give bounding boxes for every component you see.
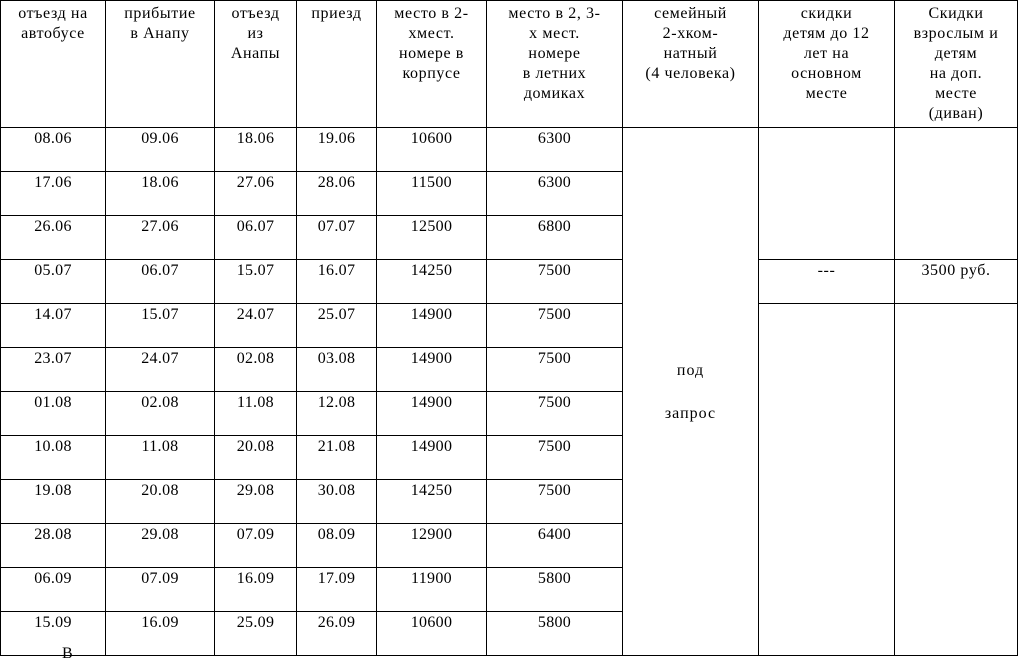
cell-arrival-anapa: 20.08 [106, 480, 215, 524]
cell-arrival-anapa: 06.07 [106, 260, 215, 304]
cell-extra-place-discount-empty [895, 128, 1018, 260]
table-row [1, 260, 1018, 304]
cell-price-summer-house: 6400 [487, 524, 623, 568]
cell-return: 17.09 [297, 568, 377, 612]
cell-departure-anapa: 07.09 [215, 524, 297, 568]
cell-price-building: 14900 [377, 436, 487, 480]
cell-return: 19.06 [297, 128, 377, 172]
cell-return: 30.08 [297, 480, 377, 524]
header-family-room: семейный 2-хком- натный (4 человека) [623, 1, 759, 128]
cell-price-summer-house: 7500 [487, 348, 623, 392]
table-row [1, 128, 1018, 172]
cell-return: 07.07 [297, 216, 377, 260]
cell-return: 12.08 [297, 392, 377, 436]
cell-price-summer-house: 5800 [487, 612, 623, 656]
cell-price-summer-house: 6800 [487, 216, 623, 260]
cell-return: 08.09 [297, 524, 377, 568]
cell-arrival-anapa: 27.06 [106, 216, 215, 260]
cell-price-building: 14250 [377, 260, 487, 304]
cell-price-building: 12500 [377, 216, 487, 260]
footer-text-fragment: В [62, 645, 73, 662]
cell-price-summer-house: 7500 [487, 260, 623, 304]
cell-return: 28.06 [297, 172, 377, 216]
cell-price-building: 14900 [377, 392, 487, 436]
cell-departure-anapa: 24.07 [215, 304, 297, 348]
cell-price-summer-house: 6300 [487, 128, 623, 172]
cell-departure-bus: 23.07 [1, 348, 106, 392]
cell-departure-bus: 17.06 [1, 172, 106, 216]
cell-return: 26.09 [297, 612, 377, 656]
cell-price-summer-house: 5800 [487, 568, 623, 612]
header-departure-bus: отъезд на автобусе [1, 1, 106, 128]
cell-arrival-anapa: 16.09 [106, 612, 215, 656]
cell-departure-bus: 10.08 [1, 436, 106, 480]
cell-arrival-anapa: 11.08 [106, 436, 215, 480]
header-extra-place-discount: Скидки взрослым и детям на доп. месте (диван) [895, 1, 1018, 128]
cell-departure-bus: 15.09 [1, 612, 106, 656]
header-return: приезд [297, 1, 377, 128]
cell-departure-anapa: 11.08 [215, 392, 297, 436]
cell-departure-bus: 28.08 [1, 524, 106, 568]
cell-arrival-anapa: 07.09 [106, 568, 215, 612]
cell-child-discount-empty [759, 304, 895, 656]
cell-price-building: 12900 [377, 524, 487, 568]
header-price-summer-house: место в 2, 3- х мест. номере в летних домиках [487, 1, 623, 128]
header-row [1, 1, 1018, 128]
cell-extra-place-discount: 3500 руб. [895, 260, 1018, 304]
cell-price-building: 11500 [377, 172, 487, 216]
cell-arrival-anapa: 02.08 [106, 392, 215, 436]
cell-price-building: 14900 [377, 348, 487, 392]
cell-return: 16.07 [297, 260, 377, 304]
cell-departure-anapa: 27.06 [215, 172, 297, 216]
cell-departure-bus: 08.06 [1, 128, 106, 172]
cell-departure-bus: 26.06 [1, 216, 106, 260]
cell-child-discount: --- [759, 260, 895, 304]
table-row [1, 304, 1018, 348]
cell-price-building: 11900 [377, 568, 487, 612]
cell-price-building: 10600 [377, 612, 487, 656]
cell-child-discount-empty [759, 128, 895, 260]
cell-departure-anapa: 18.06 [215, 128, 297, 172]
cell-departure-bus: 05.07 [1, 260, 106, 304]
cell-price-building: 14900 [377, 304, 487, 348]
cell-arrival-anapa: 29.08 [106, 524, 215, 568]
cell-return: 03.08 [297, 348, 377, 392]
cell-arrival-anapa: 24.07 [106, 348, 215, 392]
cell-departure-anapa: 25.09 [215, 612, 297, 656]
cell-arrival-anapa: 09.06 [106, 128, 215, 172]
cell-departure-anapa: 16.09 [215, 568, 297, 612]
cell-price-summer-house: 7500 [487, 392, 623, 436]
cell-return: 25.07 [297, 304, 377, 348]
cell-return: 21.08 [297, 436, 377, 480]
header-departure-anapa: отъезд из Анапы [215, 1, 297, 128]
header-price-building: место в 2- хмест. номере в корпусе [377, 1, 487, 128]
cell-price-summer-house: 7500 [487, 436, 623, 480]
cell-departure-anapa: 15.07 [215, 260, 297, 304]
cell-departure-bus: 14.07 [1, 304, 106, 348]
cell-price-building: 10600 [377, 128, 487, 172]
cell-extra-place-discount-empty [895, 304, 1018, 656]
cell-arrival-anapa: 18.06 [106, 172, 215, 216]
cell-price-building: 14250 [377, 480, 487, 524]
family-room-on-request: под запрос [623, 128, 759, 656]
cell-price-summer-house: 7500 [487, 480, 623, 524]
cell-departure-bus: 01.08 [1, 392, 106, 436]
cell-departure-anapa: 02.08 [215, 348, 297, 392]
cell-price-summer-house: 6300 [487, 172, 623, 216]
cell-arrival-anapa: 15.07 [106, 304, 215, 348]
cell-departure-bus: 19.08 [1, 480, 106, 524]
cell-departure-bus: 06.09 [1, 568, 106, 612]
header-child-discount: скидки детям до 12 лет на основном месте [759, 1, 895, 128]
cell-departure-anapa: 29.08 [215, 480, 297, 524]
header-arrival-anapa: прибытие в Анапу [106, 1, 215, 128]
cell-departure-anapa: 06.07 [215, 216, 297, 260]
cell-departure-anapa: 20.08 [215, 436, 297, 480]
cell-price-summer-house: 7500 [487, 304, 623, 348]
